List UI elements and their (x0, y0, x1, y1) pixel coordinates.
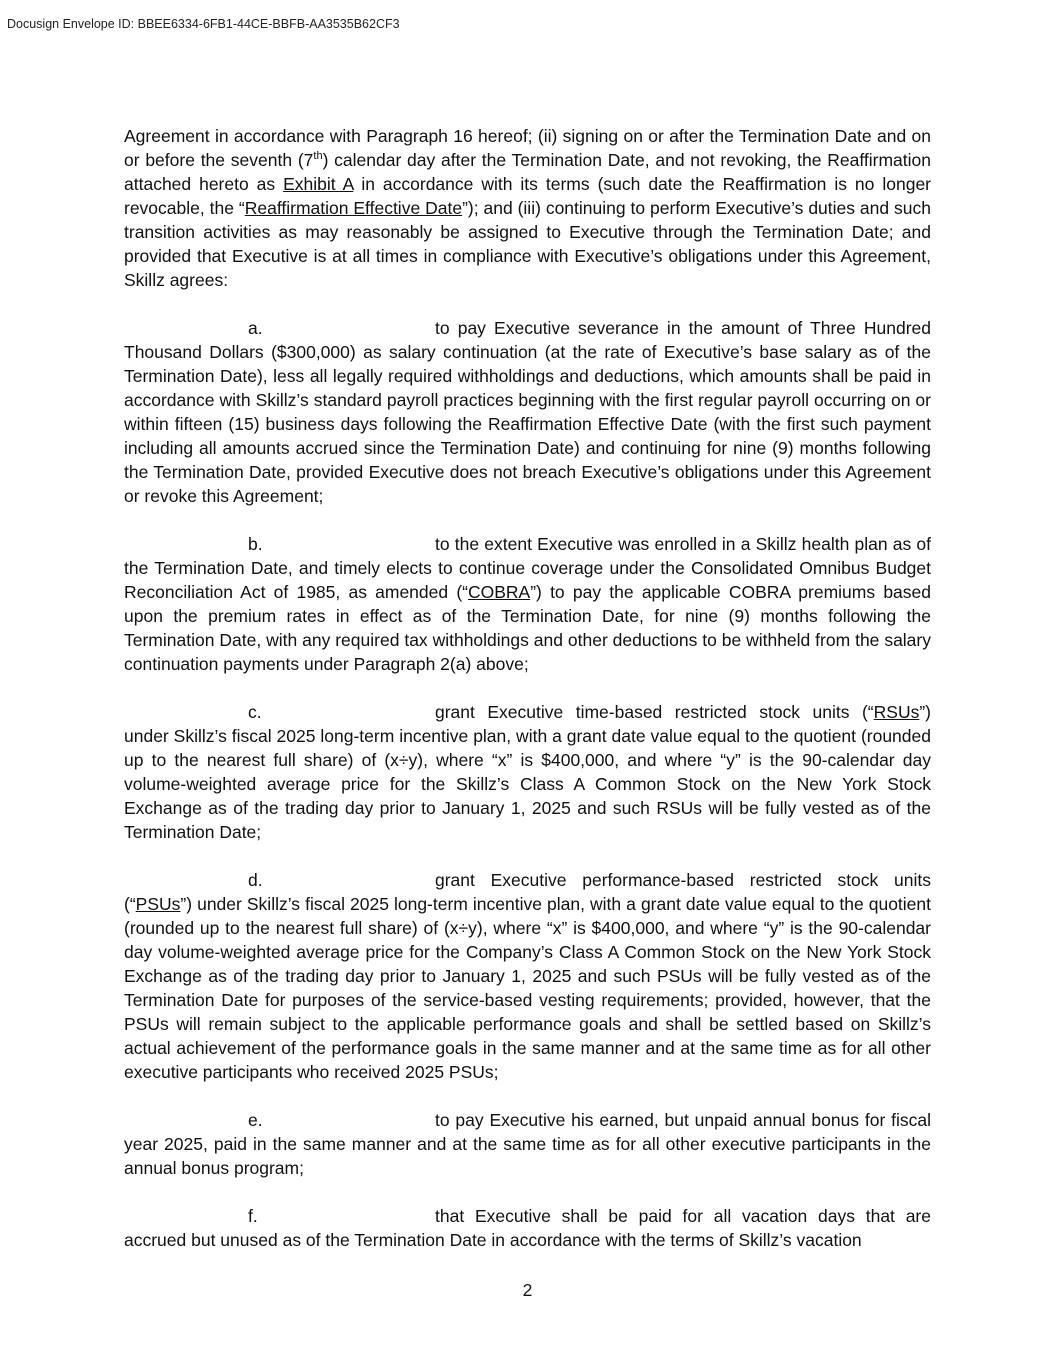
intro-text-1: Agreement in accordance with Paragraph 16 hereof; (ii) signing on or after the Termination Date and on or before the seventh (7 (124, 126, 931, 170)
document-body (124, 124, 931, 1276)
item-text: to pay Executive his earned, but unpaid annual bonus for fiscal year 2025, paid in the same manner and at the same time as for all other executive participants in the annual bonus program; (124, 1110, 931, 1178)
item-text: ”) under Skillz’s fiscal 2025 long-term incentive plan, with a grant date value equal to the quotient (rounded up to the nearest full share) of (x÷y), where “x” is $400,000, and where “y” is the 90-calendar day volume-weighted average price for the Skillz’s Class A Common Stock on the New York Stock Exchange as of the trading day prior to January 1, 2025 and such RSUs will be fully vested as of the Termination Date; (124, 702, 931, 842)
item-text: grant Executive performance-based restricted stock units (“ (124, 870, 931, 914)
psus-term: PSUs (135, 894, 181, 914)
item-text: ”) under Skillz’s fiscal 2025 long-term incentive plan, with a grant date value equal to the quotient (rounded up to the nearest full share) of (x÷y), where “x” is $400,000, and where “y” is the 90-calendar day volume-weighted average price for the Company’s Class A Common Stock on the New York Stock Exchange as of the trading day prior to January 1, 2025 and such PSUs will be fully vested as of the Termination Date for purposes of the service-based vesting requirements; provided, however, that the PSUs will remain subject to the applicable performance goals and shall be settled based on Skillz’s actual achievement of the performance goals in the same manner and at the same time as for all other executive participants who received 2025 PSUs; (124, 894, 931, 1082)
list-item-f (124, 1204, 931, 1252)
item-marker: c. (248, 702, 262, 722)
list-item-a (124, 316, 931, 508)
item-marker: f. (248, 1206, 258, 1226)
ordinal-superscript: th (313, 150, 323, 163)
item-marker: e. (248, 1110, 263, 1130)
item-text: ”) to pay the applicable COBRA premiums based upon the premium rates in effect as of the Termination Date, for nine (9) months following the Termination Date, with any required tax withholdings and other deductions to be withheld from the salary continuation payments under Paragraph 2(a) above; (124, 582, 931, 674)
cobra-term: COBRA (467, 582, 531, 602)
docusign-envelope-id: Docusign Envelope ID: BBEE6334-6FB1-44CE-BBFB-AA3535B62CF3 (7, 17, 400, 31)
page-number: 2 (522, 1280, 533, 1300)
item-text: that Executive shall be paid for all vacation days that are accrued but unused as of the Termination Date in accordance with the terms of Skillz’s vacation (124, 1206, 931, 1250)
intro-text-4: ”); and (iii) continuing to perform Executive’s duties and such transition activities as may reasonably be assigned to Executive through the Termination Date; and provided that Executive is at all times in compliance with Executive’s obligations under this Agreement, Skillz agrees: (124, 198, 931, 290)
list-item-d (124, 868, 931, 1084)
rsus-term: RSUs (873, 702, 920, 722)
intro-text-3: in accordance with its terms (such date the Reaffirmation is no longer revocable, the “ (124, 174, 931, 218)
reaffirmation-effective-date-term: Reaffirmation Effective Date (244, 198, 463, 218)
intro-paragraph (124, 124, 931, 292)
item-marker: b. (248, 534, 263, 554)
item-text: to the extent Executive was enrolled in a Skillz health plan as of the Termination Date, and timely elects to continue coverage under the Consolidated Omnibus Budget Reconciliation Act of 1985, as amended (“ (124, 534, 931, 602)
list-item-b (124, 532, 931, 676)
list-item-e (124, 1108, 931, 1180)
item-marker: d. (248, 870, 263, 890)
item-text: to pay Executive severance in the amount of Three Hundred Thousand Dollars ($300,000) as salary continuation (at the rate of Executive’s base salary as of the Termination Date), less all legally required withholdings and deductions, which amounts shall be paid in accordance with Skillz’s standard payroll practices beginning with the first regular payroll occurring on or within fifteen (15) business days following the Reaffirmation Effective Date (with the first such payment including all amounts accrued since the Termination Date) and continuing for nine (9) months following the Termination Date, provided Executive does not breach Executive’s obligations under this Agreement or revoke this Agreement; (124, 318, 931, 506)
item-text: grant Executive time-based restricted stock units (“ (435, 702, 874, 722)
list-item-c (124, 700, 931, 844)
item-marker: a. (248, 318, 263, 338)
intro-text-2: ) calendar day after the Termination Date, and not revoking, the Reaffirmation attached hereto as (124, 150, 931, 194)
exhibit-a-reference: Exhibit A (283, 174, 354, 194)
